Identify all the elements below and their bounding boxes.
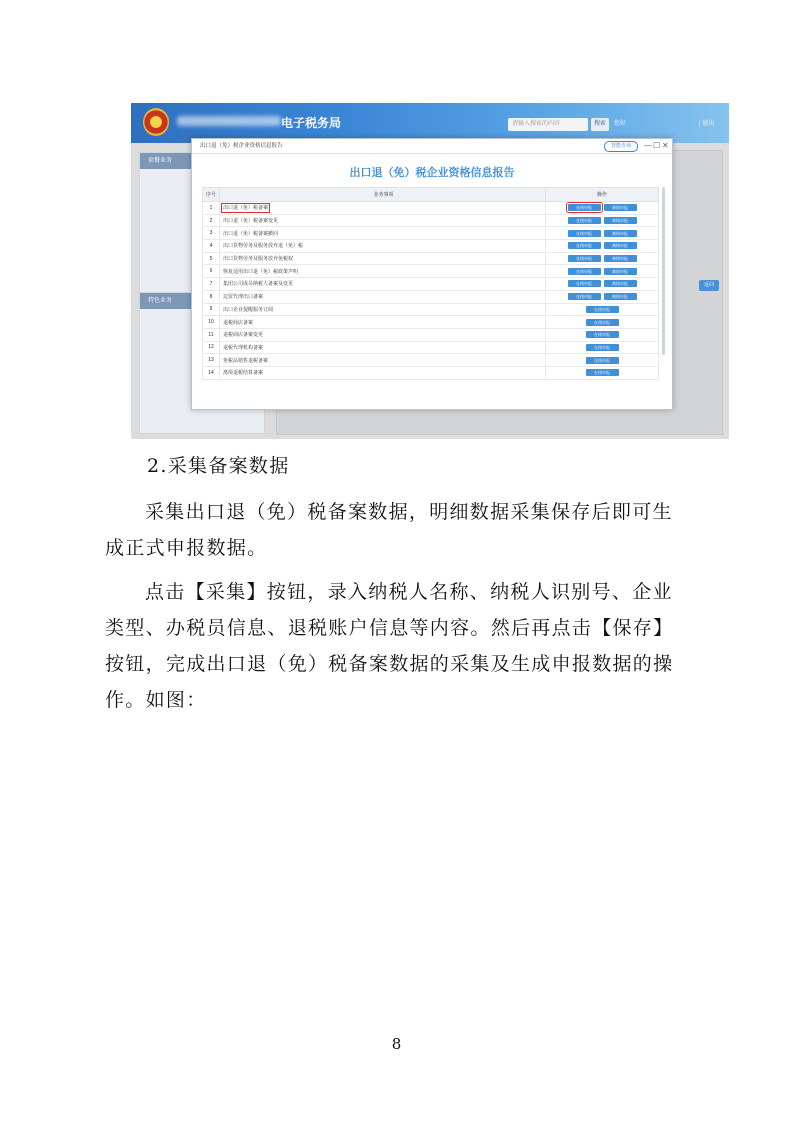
table-row (203, 252, 659, 265)
online-declare-button[interactable]: 在线申报 (586, 319, 619, 326)
row-number: 14 (203, 366, 220, 379)
row-number: 7 (203, 278, 220, 291)
table-row (203, 240, 659, 253)
offline-declare-button[interactable]: 离线申报 (604, 242, 637, 249)
online-declare-button[interactable]: 在线申报 (568, 230, 601, 237)
row-item-label[interactable]: 退税商店备案变更 (222, 332, 263, 339)
row-number: 6 (203, 265, 220, 278)
online-declare-button[interactable]: 在线申报 (568, 204, 601, 211)
table-row (203, 202, 659, 215)
row-item (219, 265, 545, 278)
dialog-header-title: 出口退（免）税企业资格信息报告 (200, 143, 283, 149)
offline-declare-button[interactable]: 离线申报 (604, 217, 637, 224)
table-row (203, 265, 659, 278)
offline-declare-button[interactable]: 离线申报 (604, 280, 637, 287)
row-item (219, 316, 545, 329)
online-declare-button[interactable]: 在线申报 (568, 268, 601, 275)
row-item (219, 278, 545, 291)
row-item (219, 202, 545, 215)
table-row (203, 290, 659, 303)
col-header-no: 序号 (203, 188, 220, 202)
search-button[interactable]: 搜索 (591, 118, 609, 131)
row-actions (546, 341, 659, 354)
site-header (131, 103, 729, 143)
row-actions (546, 252, 659, 265)
row-number: 11 (203, 328, 220, 341)
row-actions (546, 354, 659, 367)
table-row (203, 354, 659, 367)
offline-declare-button[interactable]: 离线申报 (604, 268, 637, 275)
table-row (203, 328, 659, 341)
row-actions (546, 328, 659, 341)
close-icon[interactable]: ✕ (662, 141, 669, 150)
paragraph-2: 点击【采集】按钮，录入纳税人名称、纳税人识别号、企业类型、办税员信息、退税账户信息等内容。然后再点击【保存】按钮，完成出口退（免）税备案数据的采集及生成申报数据的操作。如图： (105, 581, 674, 711)
row-item-label[interactable]: 离境退税结算备案 (222, 370, 263, 377)
online-declare-button[interactable]: 在线申报 (586, 344, 619, 351)
row-item-label[interactable]: 出口退（免）税备案变更 (222, 218, 278, 225)
online-declare-button[interactable]: 在线申报 (568, 280, 601, 287)
search-input[interactable]: 请输入搜索的内容 (508, 118, 588, 131)
row-actions (546, 214, 659, 227)
row-item-label[interactable]: 出口退（免）税备案撤回 (222, 230, 278, 237)
row-actions (546, 240, 659, 253)
online-declare-button[interactable]: 在线申报 (586, 369, 619, 376)
col-header-item: 业务事项 (219, 188, 545, 202)
table-row (203, 316, 659, 329)
row-item (219, 354, 545, 367)
online-declare-button[interactable]: 在线申报 (586, 331, 619, 338)
dialog-title: 出口退（免）税企业资格信息报告 (349, 167, 515, 179)
row-actions (546, 366, 659, 379)
table-row (203, 227, 659, 240)
user-greeting[interactable]: 您好 (614, 121, 627, 127)
row-number: 13 (203, 354, 220, 367)
offline-declare-button[interactable]: 离线申报 (604, 293, 637, 300)
smart-consult-button[interactable]: 智能咨询 (604, 141, 638, 152)
tax-emblem-icon (143, 108, 169, 136)
business-item-table (202, 187, 659, 380)
side-panel-special-title[interactable]: 特色业务 (140, 293, 264, 309)
table-row (203, 214, 659, 227)
page-number: 8 (391, 1035, 402, 1053)
row-number: 9 (203, 303, 220, 316)
row-item-label[interactable]: 出口货物劳务及服务放弃退（免）税 (222, 243, 303, 250)
embedded-screenshot (131, 103, 729, 439)
row-item (219, 303, 545, 316)
row-number: 1 (203, 202, 220, 215)
logout-link[interactable]: | 退出 (699, 121, 715, 127)
row-number: 10 (203, 316, 220, 329)
row-item-label[interactable]: 出口货物劳务及服务放弃免税权 (222, 256, 293, 263)
row-item (219, 214, 545, 227)
row-item (219, 227, 545, 240)
row-item-label[interactable]: 退税代理机构备案 (222, 344, 263, 351)
side-panel-package-title[interactable]: 套餐业务 (140, 153, 264, 169)
offline-declare-button[interactable]: 离线申报 (604, 204, 637, 211)
table-row (203, 341, 659, 354)
online-declare-button[interactable]: 在线申报 (586, 357, 619, 364)
table-row (203, 366, 659, 379)
row-item-label[interactable]: 集团公司成员纳税人备案及变更 (222, 281, 293, 288)
row-item-label[interactable]: 退税商店备案 (222, 319, 253, 326)
row-number: 8 (203, 290, 220, 303)
row-item-label[interactable]: 恢复适用出口退（免）税政策声明 (222, 268, 298, 275)
section-heading: 2.采集备案数据 (147, 455, 290, 477)
qualification-report-dialog (191, 138, 673, 410)
row-item-label[interactable]: 边贸代理出口备案 (222, 294, 263, 301)
row-item (219, 252, 545, 265)
online-declare-button[interactable]: 在线申报 (568, 242, 601, 249)
back-button[interactable]: 返回 (699, 280, 719, 291)
row-item-label[interactable]: 出口退（免）税备案 (222, 205, 268, 212)
row-item (219, 341, 545, 354)
table-row (203, 278, 659, 291)
online-declare-button[interactable]: 在线申报 (568, 255, 601, 262)
row-number: 4 (203, 240, 220, 253)
row-actions (546, 290, 659, 303)
row-number: 3 (203, 227, 220, 240)
row-item-label[interactable]: 出口企业提醒服务订阅 (222, 306, 273, 313)
row-actions (546, 265, 659, 278)
row-item (219, 328, 545, 341)
row-item-label[interactable]: 免税品销售退税备案 (222, 357, 268, 364)
offline-declare-button[interactable]: 离线申报 (604, 255, 637, 262)
dialog-header (192, 139, 672, 154)
row-number: 5 (203, 252, 220, 265)
col-header-action: 操作 (546, 188, 659, 202)
paragraph-1: 采集出口退（免）税备案数据，明细数据采集保存后即可生成正式申报数据。 (105, 501, 673, 559)
row-number: 2 (203, 214, 220, 227)
table-row (203, 303, 659, 316)
maximize-icon[interactable]: ☐ (653, 141, 661, 150)
row-actions (546, 316, 659, 329)
row-number: 12 (203, 341, 220, 354)
row-item (219, 366, 545, 379)
offline-declare-button[interactable]: 离线申报 (604, 230, 637, 237)
online-declare-button[interactable]: 在线申报 (568, 293, 601, 300)
blurred-region-name (177, 116, 281, 126)
site-name: 电子税务局 (281, 116, 342, 130)
row-actions (546, 227, 659, 240)
row-actions (546, 278, 659, 291)
online-declare-button[interactable]: 在线申报 (568, 217, 601, 224)
scrollbar[interactable] (662, 187, 665, 355)
minimize-icon[interactable]: — (644, 141, 652, 150)
row-item (219, 290, 545, 303)
row-actions (546, 303, 659, 316)
row-actions (546, 202, 659, 215)
row-item (219, 240, 545, 253)
online-declare-button[interactable]: 在线申报 (586, 306, 619, 313)
